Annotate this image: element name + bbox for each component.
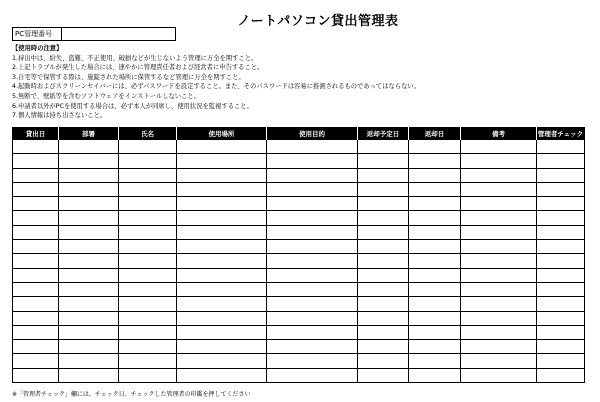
- usage-notes: [12, 44, 420, 121]
- table-row: [13, 182, 585, 196]
- table-cell[interactable]: [13, 268, 59, 282]
- table-cell[interactable]: [409, 354, 461, 368]
- table-cell[interactable]: [537, 154, 585, 168]
- table-cell[interactable]: [537, 197, 585, 211]
- table-cell[interactable]: [119, 240, 177, 254]
- table-cell[interactable]: [409, 182, 461, 196]
- table-cell[interactable]: [537, 368, 585, 382]
- table-cell[interactable]: [358, 168, 409, 182]
- table-cell[interactable]: [13, 282, 59, 296]
- pc-number-field[interactable]: [62, 28, 175, 40]
- table-cell[interactable]: [119, 325, 177, 339]
- table-cell[interactable]: [267, 240, 358, 254]
- table-row: [13, 168, 585, 182]
- table-cell[interactable]: [358, 268, 409, 282]
- col-department: 部署: [59, 127, 119, 140]
- table-cell[interactable]: [409, 325, 461, 339]
- table-body: [13, 140, 585, 383]
- table-cell[interactable]: [177, 211, 267, 225]
- note-item: 1.持出中は、紛失、盗難、不正使用、破損などが生じないよう管理に万全を期すこと。: [12, 54, 258, 62]
- table-cell[interactable]: [267, 225, 358, 239]
- note-item: 6.申請者以外がPCを使用する場合は、必ず本人が同席し、使用状況を監視すること。: [12, 102, 253, 110]
- table-cell[interactable]: [267, 268, 358, 282]
- table-cell[interactable]: [409, 254, 461, 268]
- table-row: [13, 368, 585, 382]
- table-cell[interactable]: [119, 211, 177, 225]
- col-name: 氏名: [119, 127, 177, 140]
- table-cell[interactable]: [537, 254, 585, 268]
- table-cell[interactable]: [267, 182, 358, 196]
- table-cell[interactable]: [461, 197, 537, 211]
- table-cell[interactable]: [267, 325, 358, 339]
- table-cell[interactable]: [177, 368, 267, 382]
- table-cell[interactable]: [119, 297, 177, 311]
- table-cell[interactable]: [119, 197, 177, 211]
- note-item: 7.個人情報は持ち出さないこと。: [12, 112, 107, 120]
- col-purpose: 使用目的: [267, 127, 358, 140]
- table-cell[interactable]: [177, 197, 267, 211]
- table-cell[interactable]: [358, 297, 409, 311]
- table-cell[interactable]: [537, 240, 585, 254]
- table-cell[interactable]: [59, 197, 119, 211]
- table-header-row: [13, 127, 585, 140]
- table-cell[interactable]: [537, 168, 585, 182]
- table-cell[interactable]: [59, 282, 119, 296]
- table-row: [13, 197, 585, 211]
- table-cell[interactable]: [177, 254, 267, 268]
- table-cell[interactable]: [119, 254, 177, 268]
- col-remarks: 備考: [461, 127, 537, 140]
- table-cell[interactable]: [119, 154, 177, 168]
- table-cell[interactable]: [409, 368, 461, 382]
- table-cell[interactable]: [267, 154, 358, 168]
- table-cell[interactable]: [267, 254, 358, 268]
- table-row: [13, 225, 585, 239]
- table-cell[interactable]: [119, 140, 177, 154]
- table-cell[interactable]: [537, 282, 585, 296]
- table-cell[interactable]: [409, 197, 461, 211]
- table-cell[interactable]: [358, 311, 409, 325]
- table-cell[interactable]: [358, 140, 409, 154]
- table-cell[interactable]: [13, 197, 59, 211]
- table-cell[interactable]: [461, 354, 537, 368]
- table-cell[interactable]: [358, 282, 409, 296]
- table-cell[interactable]: [59, 140, 119, 154]
- table-row: [13, 211, 585, 225]
- notes-heading: 【使用時の注意】: [12, 45, 63, 52]
- col-return-date: 返却日: [409, 127, 461, 140]
- table-cell[interactable]: [461, 268, 537, 282]
- table-cell[interactable]: [177, 240, 267, 254]
- table-cell[interactable]: [59, 225, 119, 239]
- table-cell[interactable]: [267, 168, 358, 182]
- table-cell[interactable]: [59, 311, 119, 325]
- table-cell[interactable]: [461, 240, 537, 254]
- table-cell[interactable]: [13, 297, 59, 311]
- table-cell[interactable]: [59, 154, 119, 168]
- pc-number-box: [12, 27, 176, 41]
- table-cell[interactable]: [177, 297, 267, 311]
- table-cell[interactable]: [537, 140, 585, 154]
- table-cell[interactable]: [177, 340, 267, 354]
- table-cell[interactable]: [267, 297, 358, 311]
- table-cell[interactable]: [13, 368, 59, 382]
- table-cell[interactable]: [267, 311, 358, 325]
- col-due-date: 返却予定日: [358, 127, 409, 140]
- table-cell[interactable]: [409, 340, 461, 354]
- table-cell[interactable]: [177, 268, 267, 282]
- table-cell[interactable]: [267, 197, 358, 211]
- table-cell[interactable]: [537, 211, 585, 225]
- table-cell[interactable]: [59, 325, 119, 339]
- table-cell[interactable]: [59, 240, 119, 254]
- table-cell[interactable]: [13, 254, 59, 268]
- table-cell[interactable]: [358, 154, 409, 168]
- table-cell[interactable]: [461, 154, 537, 168]
- table-cell[interactable]: [461, 168, 537, 182]
- table-cell[interactable]: [409, 282, 461, 296]
- table-cell[interactable]: [358, 182, 409, 196]
- table-row: [13, 282, 585, 296]
- table-cell[interactable]: [409, 311, 461, 325]
- table-cell[interactable]: [13, 182, 59, 196]
- table-cell[interactable]: [267, 368, 358, 382]
- table-cell[interactable]: [461, 140, 537, 154]
- table-cell[interactable]: [177, 311, 267, 325]
- table-row: [13, 311, 585, 325]
- table-cell[interactable]: [409, 154, 461, 168]
- note-item: 3.自宅等で保管する際は、施錠された場所に保管するなど管理に万全を期すこと。: [12, 73, 245, 81]
- table-cell[interactable]: [358, 325, 409, 339]
- table-cell[interactable]: [59, 340, 119, 354]
- table-cell[interactable]: [13, 211, 59, 225]
- table-row: [13, 254, 585, 268]
- table-cell[interactable]: [358, 225, 409, 239]
- table-cell[interactable]: [177, 354, 267, 368]
- table-cell[interactable]: [13, 168, 59, 182]
- table-cell[interactable]: [537, 297, 585, 311]
- table-cell[interactable]: [267, 211, 358, 225]
- table-cell[interactable]: [358, 254, 409, 268]
- table-cell[interactable]: [177, 182, 267, 196]
- table-cell[interactable]: [59, 254, 119, 268]
- table-cell[interactable]: [461, 254, 537, 268]
- table-cell[interactable]: [119, 268, 177, 282]
- table-cell[interactable]: [59, 168, 119, 182]
- table-cell[interactable]: [13, 225, 59, 239]
- table-cell[interactable]: [267, 354, 358, 368]
- note-item: 4.起動時およびスクリーンセイバーには、必ずパスワードを設定すること。また、そのパスワードは容易に推測されるものであってはならない。: [12, 83, 420, 91]
- table-cell[interactable]: [358, 240, 409, 254]
- table-cell[interactable]: [537, 325, 585, 339]
- table-cell[interactable]: [358, 197, 409, 211]
- table-cell[interactable]: [537, 340, 585, 354]
- table-cell[interactable]: [267, 340, 358, 354]
- table-cell[interactable]: [461, 325, 537, 339]
- table-cell[interactable]: [409, 211, 461, 225]
- table-cell[interactable]: [537, 354, 585, 368]
- table-cell[interactable]: [119, 282, 177, 296]
- table-cell[interactable]: [119, 168, 177, 182]
- table-cell[interactable]: [177, 225, 267, 239]
- table-cell[interactable]: [13, 325, 59, 339]
- table-row: [13, 354, 585, 368]
- table-cell[interactable]: [461, 225, 537, 239]
- table-row: [13, 268, 585, 282]
- table-cell[interactable]: [409, 240, 461, 254]
- table-cell[interactable]: [461, 311, 537, 325]
- table-cell[interactable]: [537, 182, 585, 196]
- table-cell[interactable]: [119, 182, 177, 196]
- note-item: 5.無断で、壁紙等を含むソフトウェアをインストールしないこと。: [12, 92, 200, 100]
- table-cell[interactable]: [177, 325, 267, 339]
- table-row: [13, 340, 585, 354]
- table-cell[interactable]: [13, 354, 59, 368]
- table-cell[interactable]: [409, 140, 461, 154]
- table-cell[interactable]: [119, 340, 177, 354]
- table-row: [13, 154, 585, 168]
- table-cell[interactable]: [537, 311, 585, 325]
- col-location: 使用場所: [177, 127, 267, 140]
- table-cell[interactable]: [13, 140, 59, 154]
- table-cell[interactable]: [177, 282, 267, 296]
- table-cell[interactable]: [409, 297, 461, 311]
- table-row: [13, 325, 585, 339]
- lending-table: [12, 127, 585, 383]
- table-cell[interactable]: [59, 211, 119, 225]
- note-item: 2.上記トラブルが発生した場合には、速やかに管理責任者および経営者に申告すること。: [12, 64, 264, 72]
- table-cell[interactable]: [177, 154, 267, 168]
- table-cell[interactable]: [461, 211, 537, 225]
- table-cell[interactable]: [409, 268, 461, 282]
- table-cell[interactable]: [358, 354, 409, 368]
- table-cell[interactable]: [13, 311, 59, 325]
- table-cell[interactable]: [13, 154, 59, 168]
- table-cell[interactable]: [267, 140, 358, 154]
- footnote: ※「管理者チェック」欄には、チェック日、チェックした管理者の印鑑を押してください: [12, 391, 251, 398]
- table-row: [13, 297, 585, 311]
- table-cell[interactable]: [59, 368, 119, 382]
- table-cell[interactable]: [537, 268, 585, 282]
- table-cell[interactable]: [119, 368, 177, 382]
- table-cell[interactable]: [358, 368, 409, 382]
- table-cell[interactable]: [59, 268, 119, 282]
- table-cell[interactable]: [59, 354, 119, 368]
- table-cell[interactable]: [358, 340, 409, 354]
- col-lend-date: 貸出日: [13, 127, 59, 140]
- col-admin-check: 管理者チェック: [537, 127, 585, 140]
- table-cell[interactable]: [177, 168, 267, 182]
- table-cell[interactable]: [119, 311, 177, 325]
- table-cell[interactable]: [119, 225, 177, 239]
- table-cell[interactable]: [59, 182, 119, 196]
- page-title: ノートパソコン貸出管理表: [237, 14, 399, 29]
- table-cell[interactable]: [461, 368, 537, 382]
- lending-table-wrapper: [12, 127, 584, 383]
- table-cell[interactable]: [59, 297, 119, 311]
- table-cell[interactable]: [13, 240, 59, 254]
- table-cell[interactable]: [461, 297, 537, 311]
- table-cell[interactable]: [409, 168, 461, 182]
- table-cell[interactable]: [13, 340, 59, 354]
- table-row: [13, 140, 585, 154]
- table-cell[interactable]: [461, 282, 537, 296]
- table-cell[interactable]: [119, 354, 177, 368]
- table-cell[interactable]: [358, 211, 409, 225]
- table-cell[interactable]: [461, 182, 537, 196]
- table-cell[interactable]: [177, 140, 267, 154]
- pc-number-label: PC管理番号: [13, 28, 62, 40]
- table-cell[interactable]: [267, 282, 358, 296]
- table-cell[interactable]: [537, 225, 585, 239]
- table-cell[interactable]: [461, 340, 537, 354]
- table-row: [13, 240, 585, 254]
- table-cell[interactable]: [409, 225, 461, 239]
